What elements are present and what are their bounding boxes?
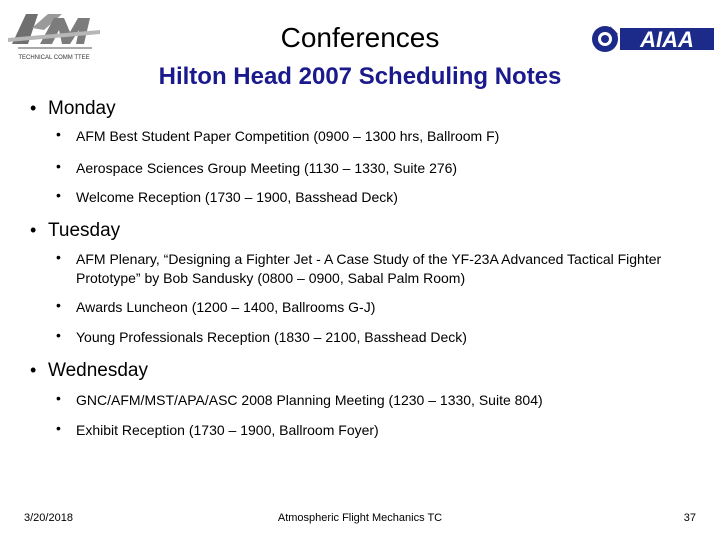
agenda-item (56, 391, 696, 410)
agenda-item (56, 298, 696, 317)
agenda-item-text: Welcome Reception (1730 – 1900, Basshead Deck) (76, 189, 398, 205)
agenda-item-text: Awards Luncheon (1200 – 1400, Ballrooms G-J) (76, 299, 376, 315)
agenda-item-text: AFM Best Student Paper Competition (0900 – 1300 hrs, Ballroom F) (76, 128, 500, 144)
day-heading-wednesday (30, 358, 148, 383)
agenda-item-text: Exhibit Reception (1730 – 1900, Ballroom Foyer) (76, 422, 379, 438)
bullet-icon: • (30, 98, 37, 118)
agenda-item (56, 159, 696, 178)
agenda-item (56, 421, 696, 440)
agenda-item (56, 127, 696, 146)
day-heading-monday (30, 96, 116, 121)
agenda-item (56, 188, 696, 207)
bullet-icon: • (30, 360, 37, 380)
agenda-item-text: AFM Plenary, “Designing a Fighter Jet - A Case Study of the YF-23A Advanced Tactical Fighter Prototype” by Bob Sandusky (0800 – 0900, Sabal Palm Room) (76, 251, 662, 286)
agenda-item (56, 328, 696, 347)
bullet-icon: • (56, 158, 61, 174)
footer-date: 3/20/2018 (24, 512, 73, 524)
bullet-icon: • (56, 327, 61, 343)
bullet-icon: • (56, 187, 61, 203)
agenda-item-text: GNC/AFM/MST/APA/ASC 2008 Planning Meeting (1230 – 1330, Suite 804) (76, 392, 543, 408)
day-label: Tuesday (48, 220, 121, 241)
day-heading-tuesday (30, 218, 120, 243)
day-label: Monday (48, 98, 116, 119)
day-label: Wednesday (48, 360, 148, 381)
afm-logo-text: TECHNICAL COMM TTEE (18, 55, 90, 61)
bullet-icon: • (56, 126, 61, 142)
agenda-item-text: Young Professionals Reception (1830 – 2100, Basshead Deck) (76, 329, 467, 345)
slide-subtitle: Hilton Head 2007 Scheduling Notes (158, 63, 562, 90)
slide-title: Conferences (280, 22, 440, 53)
bullet-icon: • (56, 390, 61, 406)
agenda-item (56, 250, 696, 288)
aiaa-logo-text: AIAA (640, 27, 694, 52)
page-number: 37 (683, 512, 696, 524)
bullet-icon: • (30, 220, 37, 240)
bullet-icon: • (56, 420, 61, 436)
bullet-icon: • (56, 249, 61, 265)
agenda-item-text: Aerospace Sciences Group Meeting (1130 – 1330, Suite 276) (76, 160, 458, 176)
footer-center: Atmospheric Flight Mechanics TC (277, 512, 443, 524)
bullet-icon: • (56, 297, 61, 313)
